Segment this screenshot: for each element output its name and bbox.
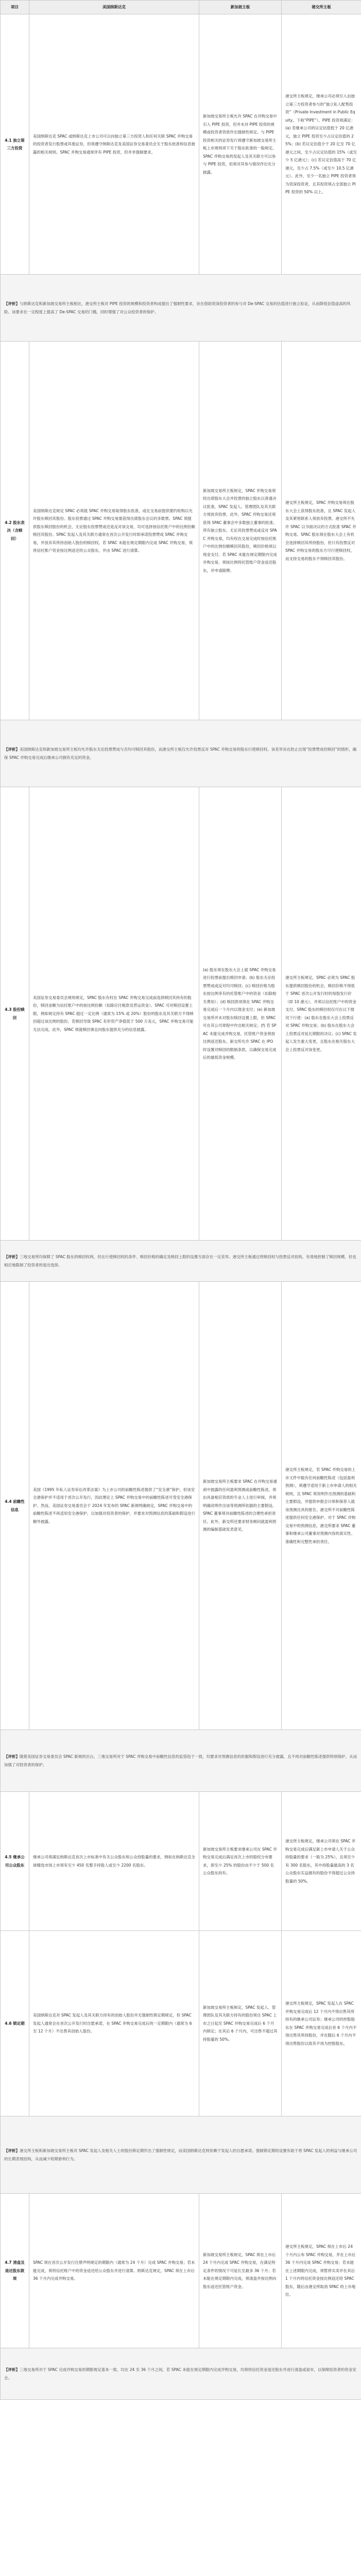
- cell-sg: 新加坡交易所主板规定，SPAC 并购交易须经出席股东大会并投票的独立股东以普通决议批准，SPAC 发起人、管理团队及其关联方须放弃投票。此外，SPAC 并购交易还须获得 SPAC 董事会中多数独立董事的批准。所有独立股东，无论其投票赞成或反对 SPAC 并购交易，均有权在交易完成时按信托账户中的比例份额赎回其股份，赎回价格须以现金支付。若 SPAC 未能在规定期限内完成并购交易，须按比例将托管账户资金返还股东，并申请除牌。: [199, 342, 282, 720]
- cell-sg: 新加坡交易所主板要求 SPAC 在并购交易通函中披露的任何盈利预测或前瞻性陈述，须由具备相应资质的专业人士进行审阅，并须明确说明作出该等预测所依据的主要假设。SPAC 董事须对前瞻性陈述的合理性承担责任。此外，新交所还要求财务顾问就盈利预测的编制基础发表意见。: [199, 1282, 282, 1730]
- item-label: 4.2 股东表决（含赎回）: [1, 342, 29, 720]
- cell-us: 美国证券交易委员会规则规定，SPAC 股东有权在 SPAC 并购交易完成前选择赎回其持有的股份，赎回金额为信托账户中的按比例份额（扣除应付税款及营运资金）。SPAC 可对赎回设置上限，例如规定持有 SPAC 超过一定比例（通常为 15% 或 20%）股份的股东及其关联方不得赎回超过该比例的股份。若赎回导致 SPAC 有形资产净值低于 500 万美元，SPAC 并购交易可能无法完成。此外，SPAC 须就赎回事宜向股东提供充分的信息披露。: [29, 787, 199, 1241]
- header-us: 美国纳斯达克: [29, 1, 199, 14]
- review-row: [1, 720, 361, 787]
- cell-hk: 港交所主板规定，若 SPAC 并购交易的上市文件中载有任何前瞻性陈述（包括盈利预测），须遵守适用于新上市申请人的相关规则，且 SPAC 须说明作出预测的基础和主要假设，并提供申报会计师和保荐人就该预测出具的报告。港交所不对前瞻性陈述提供任何安全港保护。对于 SPAC 并购交易中的预测信息，港交所要求 SPAC 董事和继承公司董事对预测内容的真实性、准确性和完整性承担责任。: [282, 1282, 361, 1730]
- review-text: 与纳斯达克和新加坡交易所主板相比，港交所主板对 PIPE 投资的规模和投资者构成提出了强制性要求，旨在借助资深投资者的参与对 De-SPAC 交易的估值进行独立验证，从而降低估值虚高的风险。该要求在一定程度上提高了 De-SPAC 交易的门槛，同时增强了对公众投资者的保护。: [4, 301, 351, 314]
- cell-us: 美国纳斯达克对 SPAC 发起人及其关联方持有的创始人股份并无强制性锁定期规定，但 SPAC 发起人通常会在首次公开发行时自愿承诺，在 SPAC 并购交易完成后的一定期限内（通常为 6 至 12 个月）不出售其创始人股份。: [29, 1931, 199, 2116]
- cell-us: 美国纳斯达克规定 SPAC 必须就 SPAC 并购交易取得股东批准，或在交易前提供要约收购以允许股东赎回其股份。股东投票通过 SPAC 并购交易需获得出席股东会议的多数票。SPAC 须提供股东赎回股份的机会，无论股东投票赞成还是反对该交易，均可选择按信托账户中的比例份额赎回其股份。SPAC 发起人及其关联方通常在首次公开发行时即承诺投票赞成 SPAC 并购交易，并放弃其所持创始人股份的赎回权。若 SPAC 未能在规定期限内完成 SPAC 并购交易，须将信托账户资金按比例返还给公众股东，并由 SPAC 进行清算。: [29, 342, 199, 720]
- cell-hk: 港交所主板规定，SPAC 须在上市后 24 个月内公布 SPAC 并购交易，并在上市后 36 个月内完成 SPAC 并购交易；若未能在上述期限内完成，须暂停买卖并在其后 1 个月内将信托资金按比例返还给 SPAC 股东，随后由港交所取消 SPAC 的上市地位。: [282, 2194, 361, 2348]
- review-tag: 【评析】: [4, 2367, 20, 2372]
- review-tag: 【评析】: [4, 747, 20, 752]
- table-row: [1, 14, 361, 275]
- cell-sg: 新加坡交易所主板允许 SPAC 在并购交易中引入 PIPE 投资，但并未对 PIPE 投资的规模或投资者资质作出强制性规定。与 PIPE 投资相关的证券发行须遵守新加坡交易所主板上市规则项下关于股东批准的一般规定。SPAC 并购交易的发起人及其关联方可以参与 PIPE 投资，但须对其参与情况作出充分披露。: [199, 14, 282, 275]
- review-cell: [1, 2348, 361, 2400]
- review-cell: [1, 1241, 361, 1282]
- cell-us: SPAC 须在首次公开发行注册声明规定的期限内（通常为 24 个月）完成 SPAC 并购交易；若未能完成，须将信托账户中的资金返还给公众股东并进行清算。纳斯达克规定，SPAC 须在上市后 36 个月内完成并购交易。: [29, 2194, 199, 2348]
- table-row: [1, 1282, 361, 1730]
- cell-hk: 港交所主板规定，SPAC 发起人在 SPAC 并购交易完成后 12 个月内不得出售其所持有的继承公司证券；继承公司的控股股东在 SPAC 并购交易完成后首 6 个月内不得出售其所持股份，并在随后 6 个月内不得出售股份以致其不再为控股股东。: [282, 1931, 361, 2116]
- cell-us: 美国《1995 年私人证券诉讼改革法案》为上市公司的前瞻性陈述提供了“安全港”保护，但该安全港保护并不适用于首次公开发行，因此理论上 SPAC 并购交易中的前瞻性陈述可受安全港保护。然而，美国证券交易委员会于 2024 年发布的 SPAC 新规明确规定，SPAC 并购交易中的前瞻性陈述不再适用安全港保护，以加强对投资者的保护，并要求对预测信息的基础和假设进行额外披露。: [29, 1282, 199, 1730]
- review-text: 港交所主板和新加坡交易所主板对 SPAC 发起人及相关人士的股份锁定期作出了强制性规定，而美国纳斯达克则依赖于发起人的自愿承诺。强制锁定期的设置有助于将 SPAC 发起人的利益与继承公司的长期表现挂钩，从而减少短期套利行为。: [4, 2148, 357, 2161]
- review-tag: 【评析】: [4, 1754, 20, 1759]
- review-text: 三地交易所对于 SPAC 完成并购交易的期限规定基本一致，均在 24 至 36 个月之间，若 SPAC 未能在规定期限内完成并购交易，均须将信托资金退还股东并进行清盘或退市，以保障投资者的资金安全。: [4, 2367, 356, 2380]
- cell-hk: 港交所主板规定，SPAC 必须为 SPAC 股东提供赎回股份的机会，赎回价格不得低于 SPAC 首次公开发行时的每股发行价（即 10 港元），并须以信托账户中的资金支付。SPAC 股东的赎回权仅可在以下情况下行使：(a) 股东在股东大会上投票反对 SPAC 并购交易；(b) 股东在股东大会上投票反对延长期限的决议；(c) SPAC 发起人发生重大变更，且股东在相关股东大会上投票反对该变更。: [282, 787, 361, 1241]
- review-text: 随着美国证券交易委员会 SPAC 新规的出台，三地交易所对于 SPAC 并购交易中前瞻性信息的监管趋于一致，均要求对预测信息的依据和假设进行充分披露，且不再对前瞻性陈述提供特别保护，从而加强了对投资者的保护。: [4, 1754, 357, 1767]
- review-tag: 【评析】: [4, 1255, 20, 1259]
- item-label: 4.3 股份赎回: [1, 787, 29, 1241]
- item-label: 4.5 继承公司公众股东: [1, 1792, 29, 1931]
- header-hk: 港交所主板: [282, 1, 361, 14]
- table-row: [1, 342, 361, 720]
- review-row: [1, 2348, 361, 2400]
- header-row: [1, 1, 361, 14]
- review-cell: [1, 275, 361, 342]
- review-row: [1, 2116, 361, 2194]
- item-label: 4.4 前瞻性信息: [1, 1282, 29, 1730]
- review-row: [1, 275, 361, 342]
- review-cell: [1, 2116, 361, 2194]
- cell-hk: 港交所主板规定，继承公司须在 SPAC 并购交易完成后满足新上市申请人关于公众持股量的要求（一般为 25%），且须至少有 300 名股东，其中持股量最高的 3 名公众股东实益拥有的股份不得超过公众持股量的 50%。: [282, 1792, 361, 1931]
- table-row: [1, 787, 361, 1241]
- item-label: 4.7 清盘及退还股东款项: [1, 2194, 29, 2348]
- item-label: 4.1 独立第三方投资: [1, 14, 29, 275]
- cell-sg: 新加坡交易所主板规定，SPAC 发起人、管理团队及其关联方持有的股份须自 SPAC 上市之日起至 SPAC 并购交易完成后 6 个月内锁定；在其后 6 个月内，可出售不超过其持股量的 50%。: [199, 1931, 282, 2116]
- review-cell: [1, 720, 361, 787]
- item-label: 4.6 锁定期: [1, 1931, 29, 2116]
- table-row: [1, 1931, 361, 2116]
- table-row: [1, 2194, 361, 2348]
- review-row: [1, 1241, 361, 1282]
- cell-sg: (a) 股东须在股东大会上就 SPAC 并购交易进行投票前提出赎回申请；(b) 股东无论投票赞成或反对均可赎回；(c) 赎回价格为股东按比例享有的托管账户中的资金（扣除相关费用）；(d) 赎回款项须在 SPAC 并购交易完成后一个月内以现金支付；(e) 新加坡交易所并未对股东赎回设置上限，但 SPAC 可在其公司章程中作出相关规定；(f) 若 SPAC 未能完成并购交易，托管账户资金须按比例返还股东。新交所允许 SPAC 在 IPO 时设置对赎回的限制条款，以确保交易完成后的最低资金规模。: [199, 787, 282, 1241]
- cell-us: 继承公司须满足纳斯达克首次上市标准中有关公众股东和公众持股量的要求，例如在纳斯达克全球精选市场上市须有至少 450 名整手持股人或至少 2200 名股东。: [29, 1792, 199, 1931]
- review-tag: 【评析】: [4, 2148, 20, 2153]
- cell-hk: 港交所主板规定，SPAC 并购交易须在股东大会上获得股东批准，且 SPAC 发起人及其紧密联系人须放弃投票。港交所不允许 SPAC 以书面决议的方式批准 SPAC 并购交易。SPAC 股东须在股东大会上有机会选择赎回其所持股份，但只有投票反对 SPAC 并购交易的股东方可行使赎回权，而支持交易的股东不得赎回其股份。: [282, 342, 361, 720]
- review-cell: [1, 1730, 361, 1792]
- review-row: [1, 1730, 361, 1792]
- cell-us: 美国纳斯达克 SPAC 或纳斯达克上市公司可以向独立第三方投资人和任何关联 SPAC 并购交易的投资者发行股票或其他证券，但须遵守纳斯达克及美国证券交易委员会关于股东批准和信息披露的相关规则。SPAC 并购交易通常伴有 PIPE 投资，但并非强制要求。: [29, 14, 199, 275]
- header-sg: 新加坡主板: [199, 1, 282, 14]
- table-row: [1, 1792, 361, 1931]
- header-item: 项目: [1, 1, 29, 14]
- review-text: 美国纳斯达克和新加坡交易所主板均允许股东无论投票赞成与否均可赎回其股份，而港交所主板仅允许投票反对 SPAC 并购交易的股东行使赎回权。该差异旨在防止出现“投票赞成但赎回”的情形，确保 SPAC 并购交易完成后继承公司拥有充足的资金。: [4, 747, 357, 760]
- cell-hk: 港交所主板规定，继承公司必须引入由独立第三方投资者参与的“独立私人配售投资”（Private Investment in Public Equity，下称“PIPE”）。PIPE 投资须满足：(a) 若继承公司的议定估值低于 20 亿港元，独立 PIPE 投资至少占议定估值的 25%；(b) 若议定估值介于 20 亿至 70 亿港元之间，至少占议定估值的 15%（或至少 5 亿港元）；(c) 若议定估值高于 70 亿港元，至少占 7.5%（或至少 10.5 亿港元）。此外，至少一名独立 PIPE 投资者须为资深投资者，且其投资须占全部独立 PIPE 投资的 50% 以上。: [282, 14, 361, 275]
- cell-sg: 新加坡交易所主板规定，SPAC 须在上市后 24 个月内完成 SPAC 并购交易，在满足特定条件的情况下可延长至最多 36 个月；若未能在规定期限内完成，须清盘并按比例向股东返还托管账户资金。: [199, 2194, 282, 2348]
- review-tag: 【评析】: [4, 301, 20, 306]
- review-text: 三地交易所均保障了 SPAC 股东的赎回权利，但在行使赎回权的条件、赎回价格的确定及赎回上限的设置方面存在一定差异。港交所主板通过将赎回权与投票反对挂钩，有效地控制了赎回规模，但也相应地限制了投资者的退出选择。: [4, 1255, 356, 1267]
- cell-sg: 新加坡交易所主板要求继承公司在 SPAC 并购交易完成后满足首次上市的股权分布要求，即至少 25% 的股份由不少于 500 名公众股东持有。: [199, 1792, 282, 1931]
